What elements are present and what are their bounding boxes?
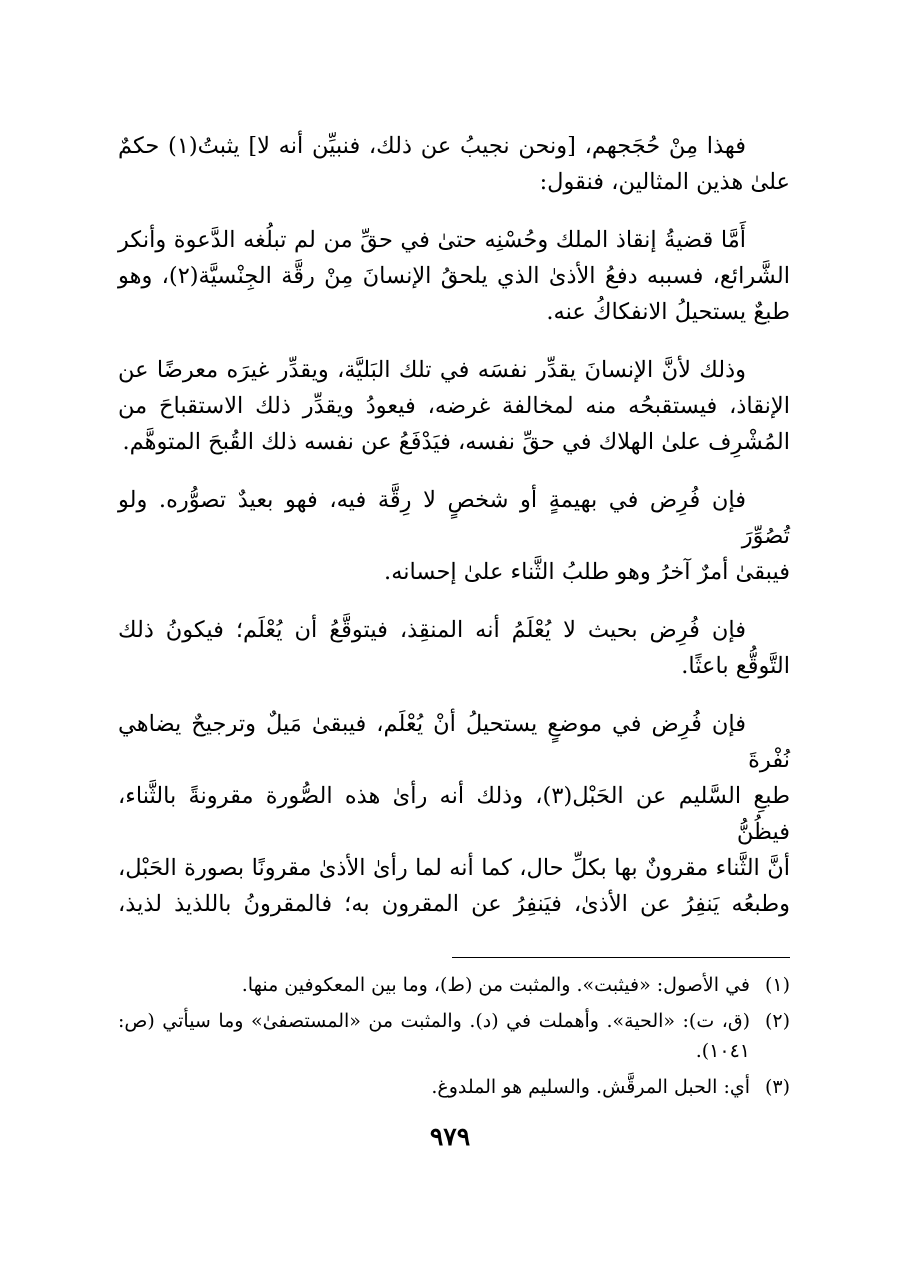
footnote-text: أي: الحبل المرقَّش. والسليم هو الملدوغ. xyxy=(431,1076,750,1098)
text-line: فيبقىٰ أمرٌ آخرُ وهو طلبُ الثَّناء علىٰ إحسانه. xyxy=(384,559,790,585)
text-line: الشَّرائع، فسببه دفعُ الأذىٰ الذي يلحقُ الإنسانَ مِنْ رقَّة الجِنْسيَّة(٢)، وهو xyxy=(118,263,790,289)
text-line: علىٰ هذين المثالين، فنقول: xyxy=(539,169,790,195)
text-line: طبعِ السَّليم عن الحَبْل(٣)، وذلك أنه رأىٰ هذه الصُّورة مقرونةً بالثَّناء، فيظُنُّ xyxy=(118,783,790,845)
text-line: المُشْرِف علىٰ الهلاك في حقِّ نفسه، فيَدْفَعُ عن نفسه ذلك القُبحَ المتوهَّم. xyxy=(122,429,790,455)
text-line: وذلك لأنَّ الإنسانَ يقدِّر نفسَه في تلك البَليَّة، ويقدِّر غيرَه معرضًا عن xyxy=(118,357,746,383)
page-number: ٩٧٩ xyxy=(429,1122,471,1151)
paragraph xyxy=(118,222,790,330)
footnote-divider xyxy=(452,957,790,958)
text-line: فإن فُرِض في موضعٍ يستحيلُ أنْ يُعْلَم، فيبقىٰ مَيلٌ وترجيحٌ يضاهي نُفْرةَ xyxy=(118,711,790,773)
text-line: أَمَّا قضيةُ إنقاذ الملك وحُسْنِه حتىٰ في حقِّ من لم تبلُغه الدَّعوة وأنكر xyxy=(118,227,746,253)
footnote-number: (١) xyxy=(764,974,790,996)
footnote-number: (٢) xyxy=(764,1010,790,1032)
text-line: الإنقاذ، فيستقبحُه منه لمخالفة غرضه، فيعودُ ويقدِّر ذلك الاستقباحَ من xyxy=(118,393,790,419)
paragraph xyxy=(118,612,790,684)
footnotes xyxy=(118,970,790,1108)
text-line: فهذا مِنْ حُجَجهم، [ونحن نجيبُ عن ذلك، فنبيِّن أنه لا] يثبتُ(١) حكمٌ xyxy=(118,133,747,159)
text-line: التَّوقُّع باعثًا. xyxy=(681,653,790,679)
text-line: وطبعُه يَنفِرُ عن الأذىٰ، فيَنفِرُ عن المقرون به؛ فالمقرونُ باللذيذ لذيذ، xyxy=(118,891,790,917)
text-line: أنَّ الثَّناء مقرونٌ بها بكلِّ حال، كما أنه لما رأىٰ الأذىٰ مقرونًا بصورة الحَبْل، xyxy=(118,855,790,881)
footnote-text: في الأصول: «فيثبت». والمثبت من (ط)، وما بين المعكوفين منها. xyxy=(241,974,750,996)
paragraph xyxy=(118,482,790,590)
paragraph xyxy=(118,128,790,200)
footnote-text: (ق، ت): «الحية». وأهملت في (د). والمثبت من «المستصفىٰ» وما سيأتي (ص: ١٠٤١). xyxy=(118,1010,750,1062)
footnote xyxy=(118,1006,790,1066)
text-line: طبعٌ يستحيلُ الانفكاكُ عنه. xyxy=(546,299,790,325)
footnote xyxy=(118,970,790,1000)
paragraph xyxy=(118,352,790,460)
text-line: فإن فُرِض في بهيمةٍ أو شخصٍ لا رِقَّة فيه، فهو بعيدٌ تصوُّره. ولو تُصُوِّرَ xyxy=(118,487,790,549)
main-text xyxy=(118,128,790,944)
paragraph xyxy=(118,706,790,922)
footnote-number: (٣) xyxy=(764,1076,790,1098)
text-line: فإن فُرِض بحيث لا يُعْلَمُ أنه المنقِذ، فيتوقَّعُ أن يُعْلَم؛ فيكونُ ذلك xyxy=(118,617,746,643)
footnote xyxy=(118,1072,790,1102)
